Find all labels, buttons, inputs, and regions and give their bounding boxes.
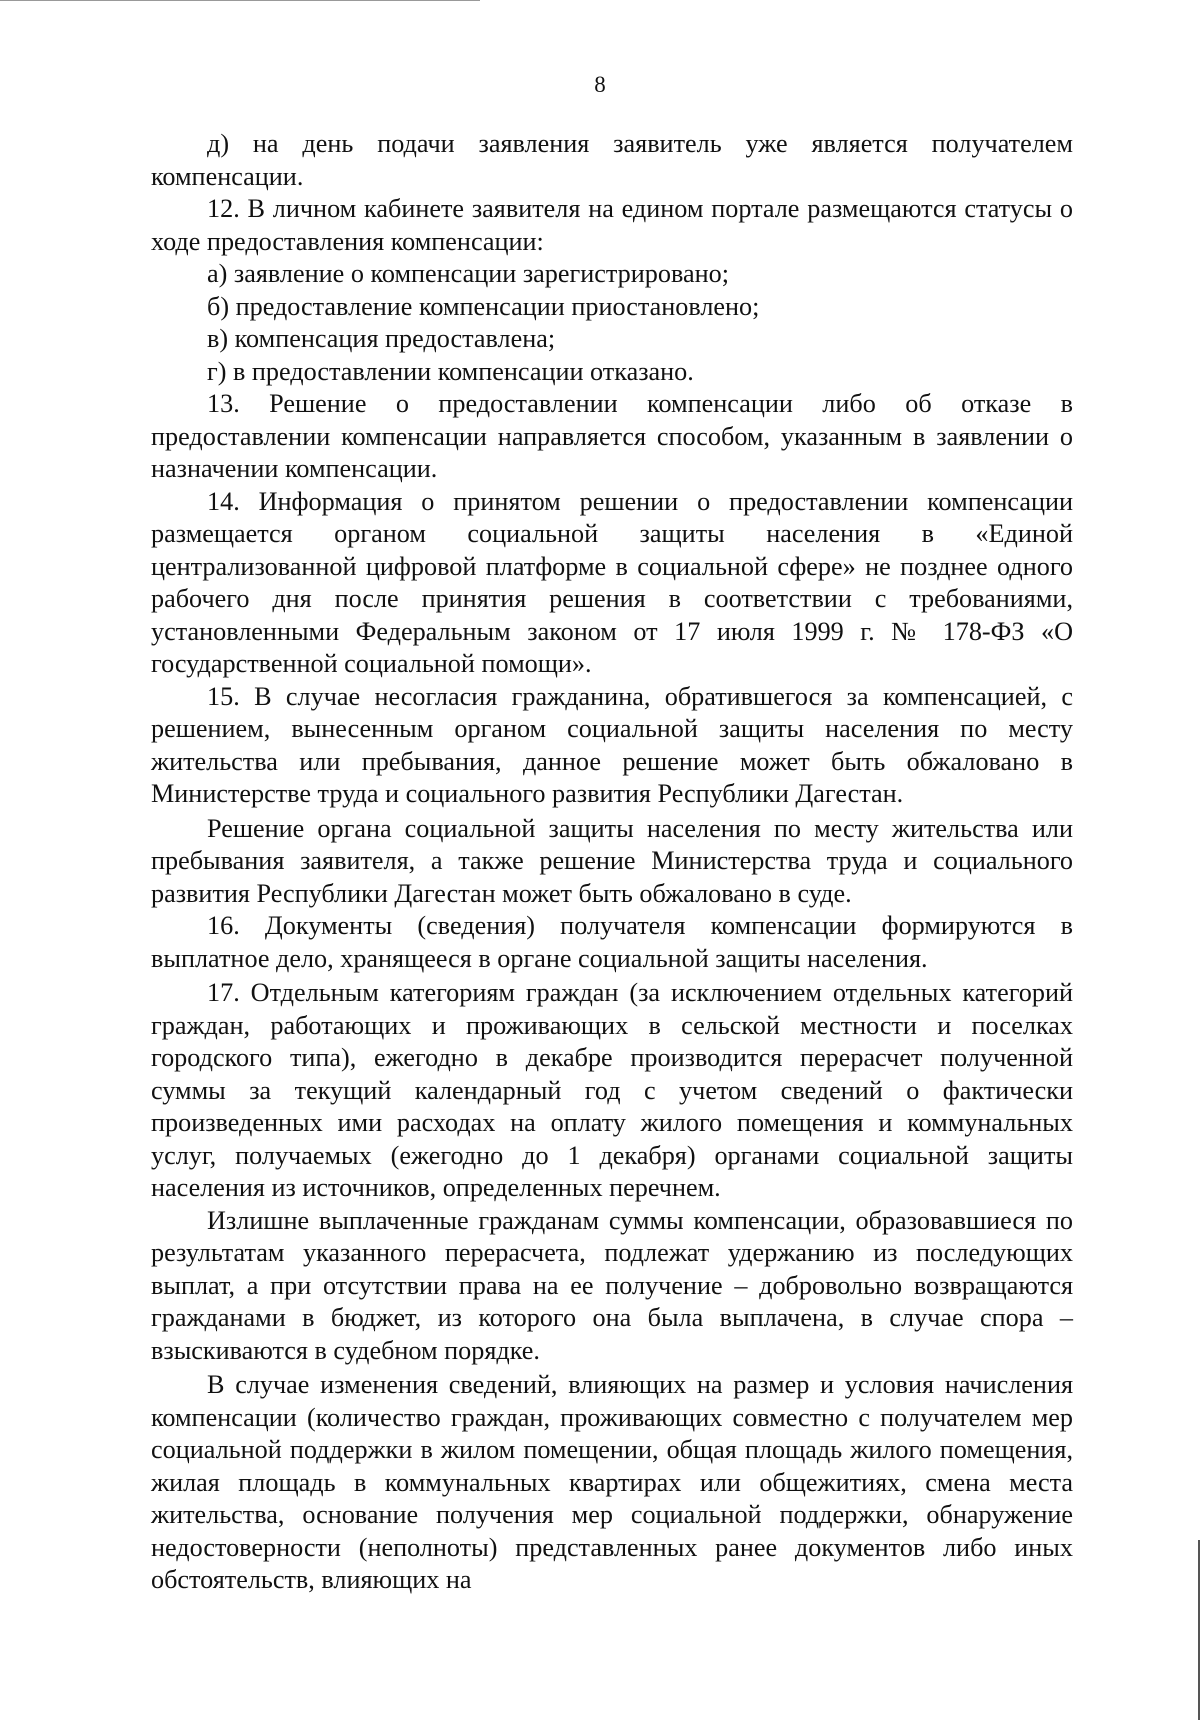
paragraph-status-a: а) заявление о компенсации зарегистрировано; <box>207 259 729 288</box>
paragraph-status-d: г) в предоставлении компенсации отказано. <box>207 356 694 386</box>
paragraph-14-information: 14. Информация о принятом решении о предоставлении компенсации размещается органом социальной защиты населения в «Единой централизованной цифровой платформе в социальной сфере» не позднее одного рабочего дня после принятия решения в соответствии с требованиями, установленными Федеральным законом от 17 июля 1999 г. № 178-ФЗ «О государственной социальной помощи». <box>151 486 1073 678</box>
paragraph-15-disagreement: 15. В случае несогласия гражданина, обратившегося за компенсацией, с решением, вынесенным органом социальной защиты населения по месту жительства или пребывания, данное решение может быть обжаловано в Министерстве труда и социального развития Республики Дагестан. <box>151 681 1073 808</box>
paragraph-13-decision: 13. Решение о предоставлении компенсации либо об отказе в предоставлении компенсации направляется способом, указанным в заявлении о назначении компенсации. <box>151 389 1073 483</box>
scan-top-edge <box>0 0 480 1</box>
page-number: 8 <box>594 72 606 97</box>
paragraph-status-c: в) компенсация предоставлена; <box>207 324 556 353</box>
document-body <box>151 128 1073 1597</box>
paragraph-17-changes: В случае изменения сведений, влияющих на размер и условия начисления компенсации (количество граждан, проживающих совместно с получателем мер социальной поддержки в жилом помещении, общая площадь жилого помещения, жилая площадь в коммунальных квартирах или общежитиях, смена места жительства, основание получения мер социальной поддержки, обнаружение недостоверности (неполноты) представленных ранее документов либо иных обстоятельств, влияющих на <box>151 1370 1073 1594</box>
paragraph-17-recalculation: 17. Отдельным категориям граждан (за исключением отдельных категорий граждан, работающих и проживающих в сельской местности и поселках городского типа), ежегодно в декабре производится перерасчет полученной суммы за текущий календарный год с учетом сведений о фактически произведенных ими расходах на оплату жилого помещения и коммунальных услуг, получаемых (ежегодно до 1 декабря) органами социальной защиты населения из источников, определенных перечнем. <box>151 978 1073 1202</box>
paragraph-15-appeal: Решение органа социальной защиты населения по месту жительства или пребывания заявителя, а также решение Министерства труда и социального развития Республики Дагестан может быть обжаловано в суде. <box>151 813 1073 908</box>
paragraph-16-documents: 16. Документы (сведения) получателя компенсации формируются в выплатное дело, хранящееся в органе социальной защиты населения. <box>151 911 1073 973</box>
paragraph-d-existing-recipient: д) на день подачи заявления заявитель уже является получателем компенсации. <box>151 129 1073 191</box>
paragraph-12-statuses: 12. В личном кабинете заявителя на едином портале размещаются статусы о ходе предоставления компенсации: <box>151 194 1073 256</box>
paragraph-status-b: б) предоставление компенсации приостановлено; <box>207 291 760 321</box>
paragraph-17-overpaid: Излишне выплаченные гражданам суммы компенсации, образовавшиеся по результатам указанного перерасчета, подлежат удержанию из последующих выплат, а при отсутствии права на ее получение – добровольно возвращаются гражданами в бюджет, из которого она была выплачена, в случае спора – взыскиваются в судебном порядке. <box>151 1205 1073 1365</box>
